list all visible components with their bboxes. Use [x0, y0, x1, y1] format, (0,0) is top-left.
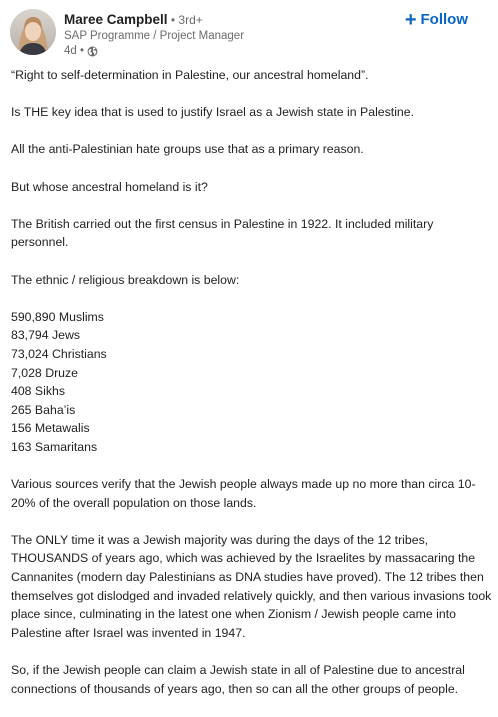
post-paragraph: But whose ancestral homeland is it?: [11, 179, 208, 194]
census-item: 265 Baha’is: [11, 402, 76, 417]
author-name[interactable]: Maree Campbell: [64, 12, 168, 27]
census-item: 73,024 Christians: [11, 346, 107, 361]
connection-separator: •: [167, 13, 179, 27]
author-name-line: [64, 11, 384, 29]
post-paragraph: “Right to self-determination in Palestine, our ancestral homeland”.: [11, 68, 369, 82]
author-avatar[interactable]: [10, 9, 56, 55]
connection-degree: 3rd+: [178, 13, 203, 27]
census-item: 163 Samaritans: [11, 439, 98, 454]
post-paragraph: Is THE key idea that is used to justify Israel as a Jewish state in Palestine.: [11, 105, 415, 120]
census-item: 83,794 Jews: [11, 328, 81, 343]
post-paragraph: Various sources verify that the Jewish people always made up no more than circa 10-20% of the overall population on those lands.: [11, 477, 476, 510]
census-item: 7,028 Druze: [11, 365, 78, 380]
post-paragraph: The ONLY time it was a Jewish majority was during the days of the 12 tribes, THOUSANDS of years ago, which was achieved by the Israelites by massacaring the Cannanites (modern day Palestinians as DNA studies have proved). The 12 tribes then themselves got dislodged and invaded relatively quickly, and then various invasions took place since, culminating in the latest one when Zionism / Jewish people came into Palestine after Israel was invented in 1947.: [11, 532, 492, 640]
census-list: [11, 308, 493, 457]
post-body: [11, 66, 493, 717]
author-meta: [64, 11, 384, 58]
post-paragraph: All the anti-Palestinian hate groups use that as a primary reason.: [11, 142, 364, 157]
post-paragraph: So, if the Jewish people can claim a Jewish state in all of Palestine due to ancestral connections of thousands of years ago, then so can all the other groups of people.: [11, 663, 465, 696]
post-age: 4d •: [64, 45, 85, 57]
author-headline: SAP Programme / Project Manager: [64, 30, 245, 42]
avatar-photo-icon: [10, 9, 56, 55]
census-item: 590,890 Muslims: [11, 309, 104, 324]
globe-icon: [87, 46, 98, 57]
census-item: 156 Metawalis: [11, 421, 90, 436]
post-header: [10, 9, 490, 61]
follow-label: Follow: [420, 11, 468, 28]
census-item: 408 Sikhs: [11, 384, 66, 399]
follow-button[interactable]: [404, 8, 468, 31]
plus-icon: +: [404, 8, 417, 31]
post-time: [64, 44, 384, 58]
post-paragraph: The British carried out the first census in Palestine in 1922. It included military personnel.: [11, 216, 434, 250]
post-paragraph: The ethnic / religious breakdown is below:: [11, 272, 240, 287]
